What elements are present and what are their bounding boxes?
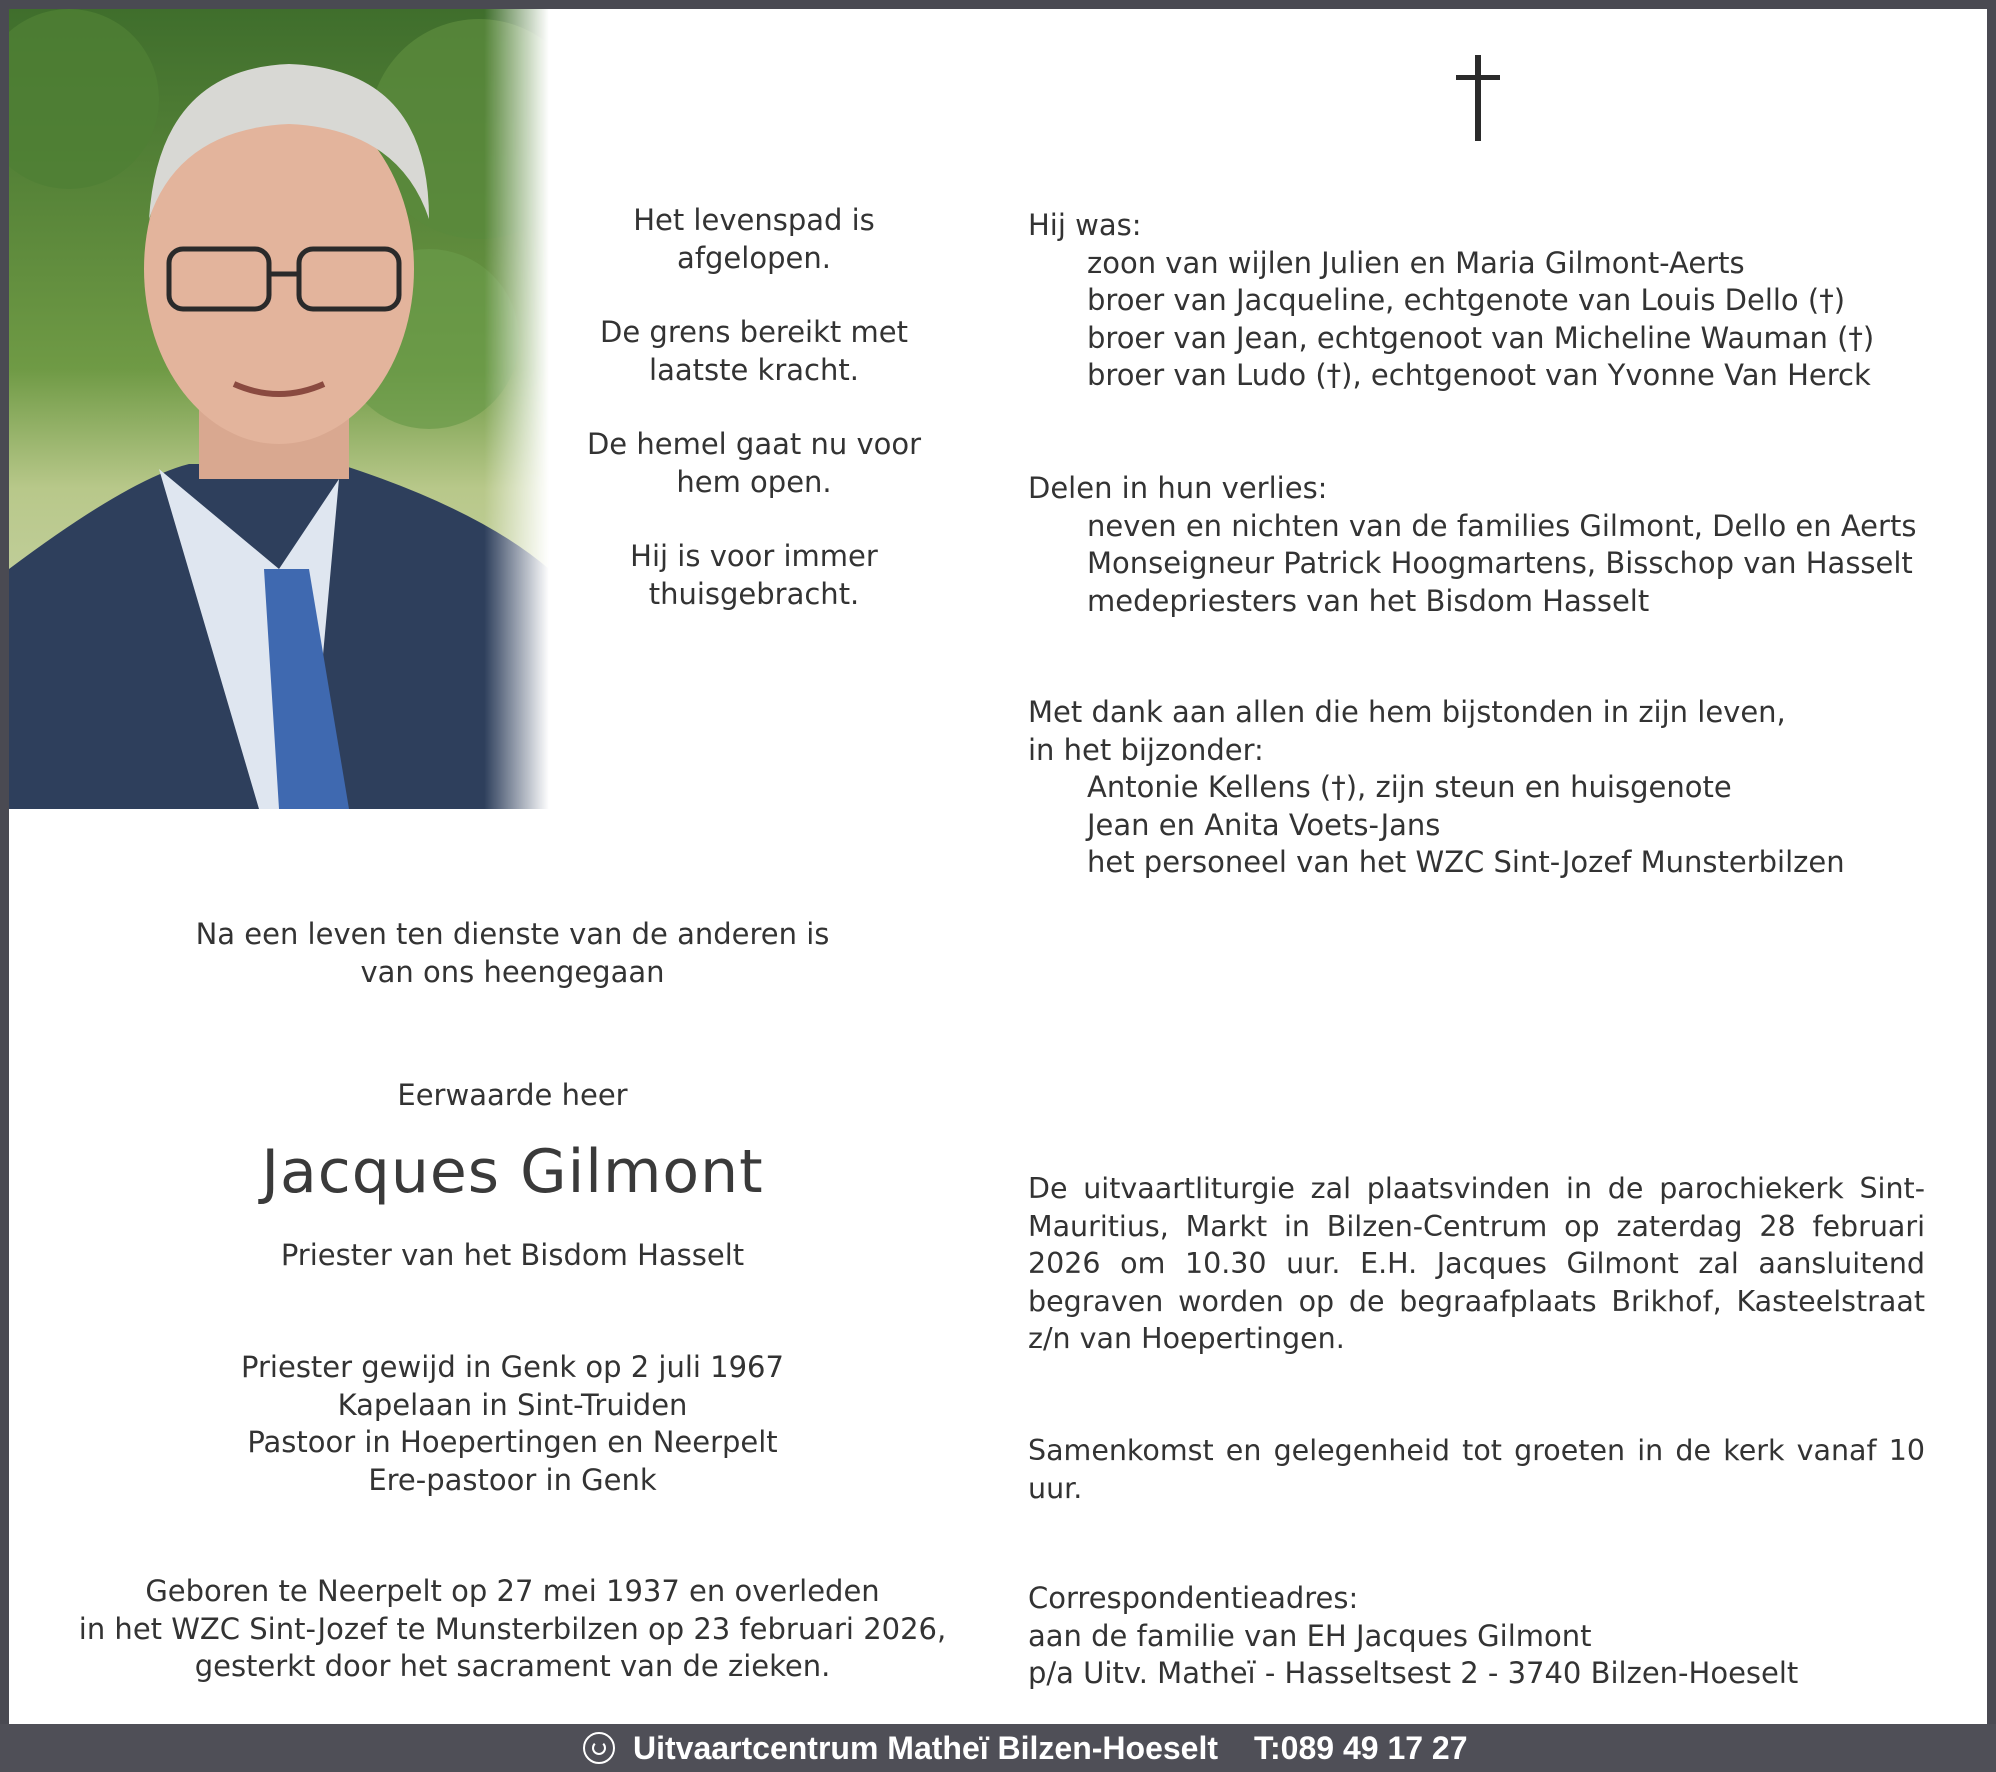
family-line: broer van Ludo (†), echtgenoot van Yvonne Van Herck xyxy=(1087,358,1871,392)
mourners-section xyxy=(1028,470,1928,620)
career-section xyxy=(40,1349,985,1499)
career-line: Priester gewijd in Genk op 2 juli 1967 xyxy=(241,1350,784,1384)
intro-text xyxy=(40,916,985,991)
family-line: zoon van wijlen Julien en Maria Gilmont-Aerts xyxy=(1087,245,1745,280)
mourners-line: neven en nichten van de families Gilmont, Dello en Aerts xyxy=(1087,508,1917,543)
birth-line: in het WZC Sint-Jozef te Munsterbilzen op 23 februari 2026, xyxy=(78,1611,947,1646)
address-heading: Correspondentieadres: xyxy=(1028,1581,1359,1615)
cross-icon xyxy=(1456,55,1500,141)
family-line: broer van Jean, echtgenoot van Micheline Wauman (†) xyxy=(1087,320,1875,355)
family-line: broer van Jacqueline, echtgenote van Louis Dello (†) xyxy=(1087,283,1846,317)
family-heading: Hij was: xyxy=(1028,208,1142,242)
poem-line: thuisgebracht. xyxy=(648,576,860,611)
address-line: p/a Uitv. Matheï - Hasseltsest 2 - 3740 Bilzen-Hoeselt xyxy=(1028,1656,1799,1690)
honorific: Eerwaarde heer xyxy=(397,1078,628,1112)
logo-icon xyxy=(583,1732,615,1764)
company-name: Uitvaartcentrum Matheï Bilzen-Hoeselt xyxy=(633,1730,1219,1766)
poem-line: Hij is voor immer xyxy=(630,539,878,573)
career-line: Kapelaan in Sint-Truiden xyxy=(337,1387,688,1422)
career-line: Pastoor in Hoepertingen en Neerpelt xyxy=(247,1425,778,1459)
thanks-line: het personeel van het WZC Sint-Jozef Munsterbilzen xyxy=(1087,845,1845,879)
career-line: Ere-pastoor in Genk xyxy=(368,1462,657,1497)
thanks-line: Antonie Kellens (†), zijn steun en huisgenote xyxy=(1087,770,1732,804)
poem-stanza xyxy=(560,538,948,613)
poem-stanza xyxy=(560,314,948,389)
thanks-heading: Met dank aan allen die hem bijstonden in zijn leven, xyxy=(1028,695,1786,729)
intro-line: van ons heengegaan xyxy=(360,954,665,989)
mourners-heading: Delen in hun verlies: xyxy=(1028,471,1328,505)
mourners-line: medepriesters van het Bisdom Hasselt xyxy=(1087,583,1650,618)
gathering-text: Samenkomst en gelegenheid tot groeten in de kerk vanaf 10 uur. xyxy=(1028,1434,1925,1505)
intro-line: Na een leven ten dienste van de anderen is xyxy=(195,917,830,951)
poem-line: De grens bereikt met xyxy=(600,315,908,349)
poem-line: laatste kracht. xyxy=(649,352,859,387)
birth-death-section xyxy=(40,1573,985,1686)
poem-line: De hemel gaat nu voor xyxy=(586,427,922,461)
birth-line: Geboren te Neerpelt op 27 mei 1937 en overleden xyxy=(145,1574,880,1608)
thanks-section xyxy=(1028,694,1928,882)
poem-stanza xyxy=(560,426,948,501)
portrait-photo xyxy=(9,9,549,809)
birth-line: gesterkt door het sacrament van de zieken. xyxy=(194,1649,831,1683)
thanks-subheading: in het bijzonder: xyxy=(1028,732,1264,767)
phone-number: T:089 49 17 27 xyxy=(1254,1730,1468,1766)
funeral-text: De uitvaartliturgie zal plaatsvinden in de parochiekerk Sint-Mauritius, Markt in Bilzen-Centrum op zaterdag 28 februari 2026 om 10.30 uur. E.H. Jacques Gilmont zal aansluitend begraven worden op de begraafplaats Brikhof, Kasteelstraat z/n van Hoepertingen. xyxy=(1028,1172,1925,1355)
address-section xyxy=(1028,1580,1928,1693)
family-section xyxy=(1028,207,1928,395)
poem-line: afgelopen. xyxy=(677,240,831,275)
thanks-line: Jean en Anita Voets-Jans xyxy=(1087,807,1441,842)
poem-line: Het levenspad is xyxy=(633,203,875,237)
deceased-name: Jacques Gilmont xyxy=(261,1137,764,1207)
poem-line: hem open. xyxy=(676,464,832,499)
footer-bar xyxy=(0,1724,1996,1772)
poem xyxy=(560,202,948,650)
mourners-line: Monseigneur Patrick Hoogmartens, Bisschop van Hasselt xyxy=(1087,546,1913,580)
subtitle: Priester van het Bisdom Hasselt xyxy=(280,1238,745,1272)
address-line: aan de familie van EH Jacques Gilmont xyxy=(1028,1618,1592,1653)
poem-stanza xyxy=(560,202,948,277)
